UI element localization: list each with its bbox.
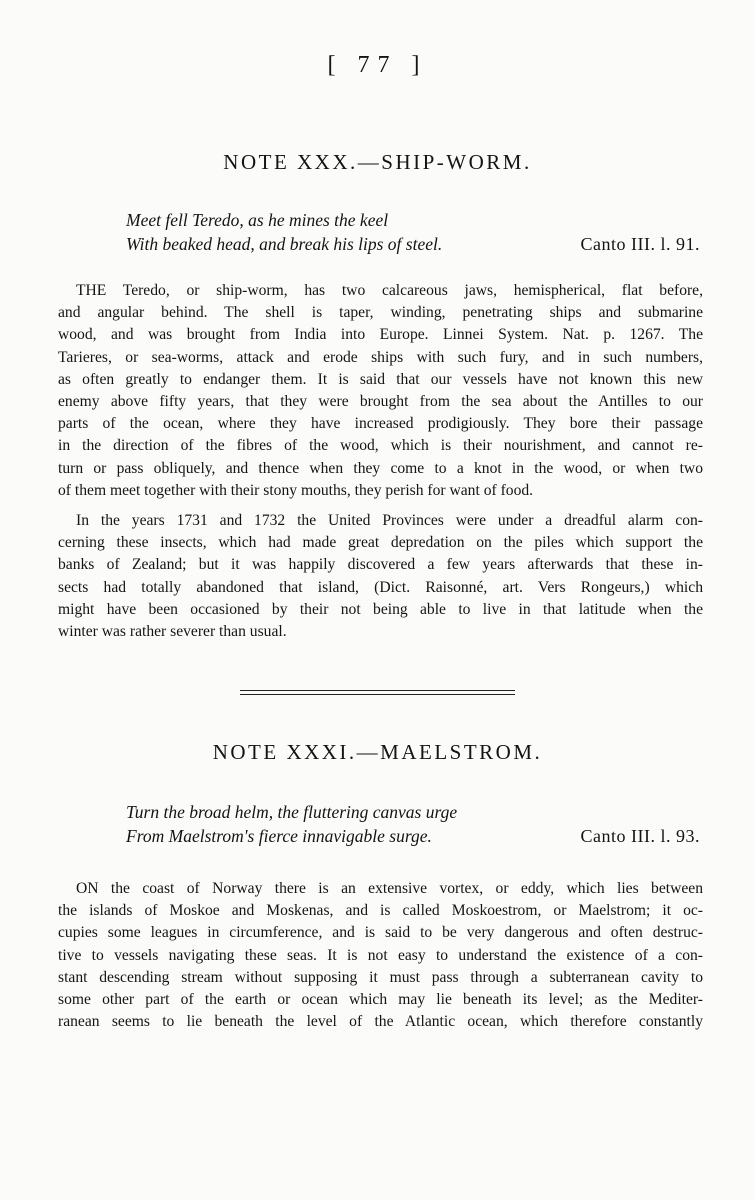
verse-text: From Maelstrom's fierce innavigable surge. bbox=[126, 826, 432, 846]
text-line: might have been occasioned by their not being able to live in that latitude when the bbox=[58, 600, 703, 618]
verse-text: With beaked head, and break his lips of steel. bbox=[126, 234, 443, 254]
page-number: [ 77 ] bbox=[327, 52, 428, 78]
text-line: ON the coast of Norway there is an extensive vortex, or eddy, which lies between bbox=[76, 880, 703, 897]
text-line: wood, and was brought from India into Europe. Linnei System. Nat. p. 1267. The bbox=[58, 326, 703, 344]
text-line: winter was rather severer than usual. bbox=[58, 622, 287, 640]
text-line: in the direction of the fibres of the wood, which is their nourishment, and cannot re- bbox=[58, 437, 703, 455]
text-line: Tarieres, or sea-worms, attack and erode ships with such fury, and in such numbers, bbox=[58, 348, 703, 366]
text-line: THE Teredo, or ship-worm, has two calcareous jaws, hemispherical, flat before, bbox=[76, 282, 703, 299]
text-line: the islands of Moskoe and Moskenas, and is called Moskoestrom, or Maelstrom; it oc- bbox=[58, 902, 703, 920]
note-xxxi-paragraph-1 bbox=[58, 878, 703, 1033]
text-line: stant descending stream without supposing it must pass through a subterranean cavity to bbox=[58, 968, 703, 986]
note-xxx-heading: NOTE XXX.—SHIP-WORM. bbox=[223, 150, 532, 174]
canto-reference: Canto III. l. 93. bbox=[580, 826, 700, 846]
verse-line bbox=[126, 800, 700, 824]
text-line: In the years 1731 and 1732 the United Provinces were under a dreadful alarm con- bbox=[76, 512, 703, 529]
section-divider bbox=[240, 690, 515, 695]
text-line: turn or pass obliquely, and thence when they come to a knot in the wood, or when two bbox=[58, 459, 703, 477]
text-line: some other part of the earth or ocean which may lie beneath its level; as the Mediter- bbox=[58, 990, 703, 1008]
note-xxx-paragraph-2 bbox=[58, 510, 703, 643]
text-line: parts of the ocean, where they have increased prodigiously. They bore their passage bbox=[58, 415, 703, 433]
text-line: of them meet together with their stony mouths, they perish for want of food. bbox=[58, 481, 534, 499]
text-line: cupies some leagues in circumference, and is said to be very dangerous and often destruc- bbox=[58, 924, 703, 942]
verse-text: Meet fell Teredo, as he mines the keel bbox=[126, 210, 389, 230]
verse-line bbox=[126, 208, 700, 232]
note-xxx-paragraph-1 bbox=[58, 280, 703, 502]
note-xxxi-verse bbox=[126, 800, 700, 848]
note-xxx-verse bbox=[126, 208, 700, 256]
text-line: cerning these insects, which had made great depredation on the piles which support the bbox=[58, 534, 703, 552]
note-xxxi-heading: NOTE XXXI.—MAELSTROM. bbox=[212, 740, 543, 764]
text-line: sects had totally abandoned that island, (Dict. Raisonné, art. Vers Rongeurs,) which bbox=[58, 578, 703, 596]
text-line: and angular behind. The shell is taper, winding, penetrating ships and submarine bbox=[58, 304, 703, 322]
text-line: tive to vessels navigating these seas. It is not easy to understand the existence of a con- bbox=[58, 946, 703, 964]
text-line: enemy above fifty years, that they were brought from the sea about the Antilles to our bbox=[58, 392, 703, 410]
verse-text: Turn the broad helm, the fluttering canvas urge bbox=[126, 802, 458, 822]
verse-line bbox=[126, 824, 700, 848]
canto-reference: Canto III. l. 91. bbox=[580, 234, 700, 254]
text-line: as often greatly to endanger them. It is said that our vessels have not known this new bbox=[58, 370, 703, 388]
text-line: banks of Zealand; but it was happily discovered a few years afterwards that these in- bbox=[58, 556, 703, 574]
text-line: ranean seems to lie beneath the level of the Atlantic ocean, which therefore constantly bbox=[58, 1013, 703, 1031]
verse-line bbox=[126, 232, 700, 256]
